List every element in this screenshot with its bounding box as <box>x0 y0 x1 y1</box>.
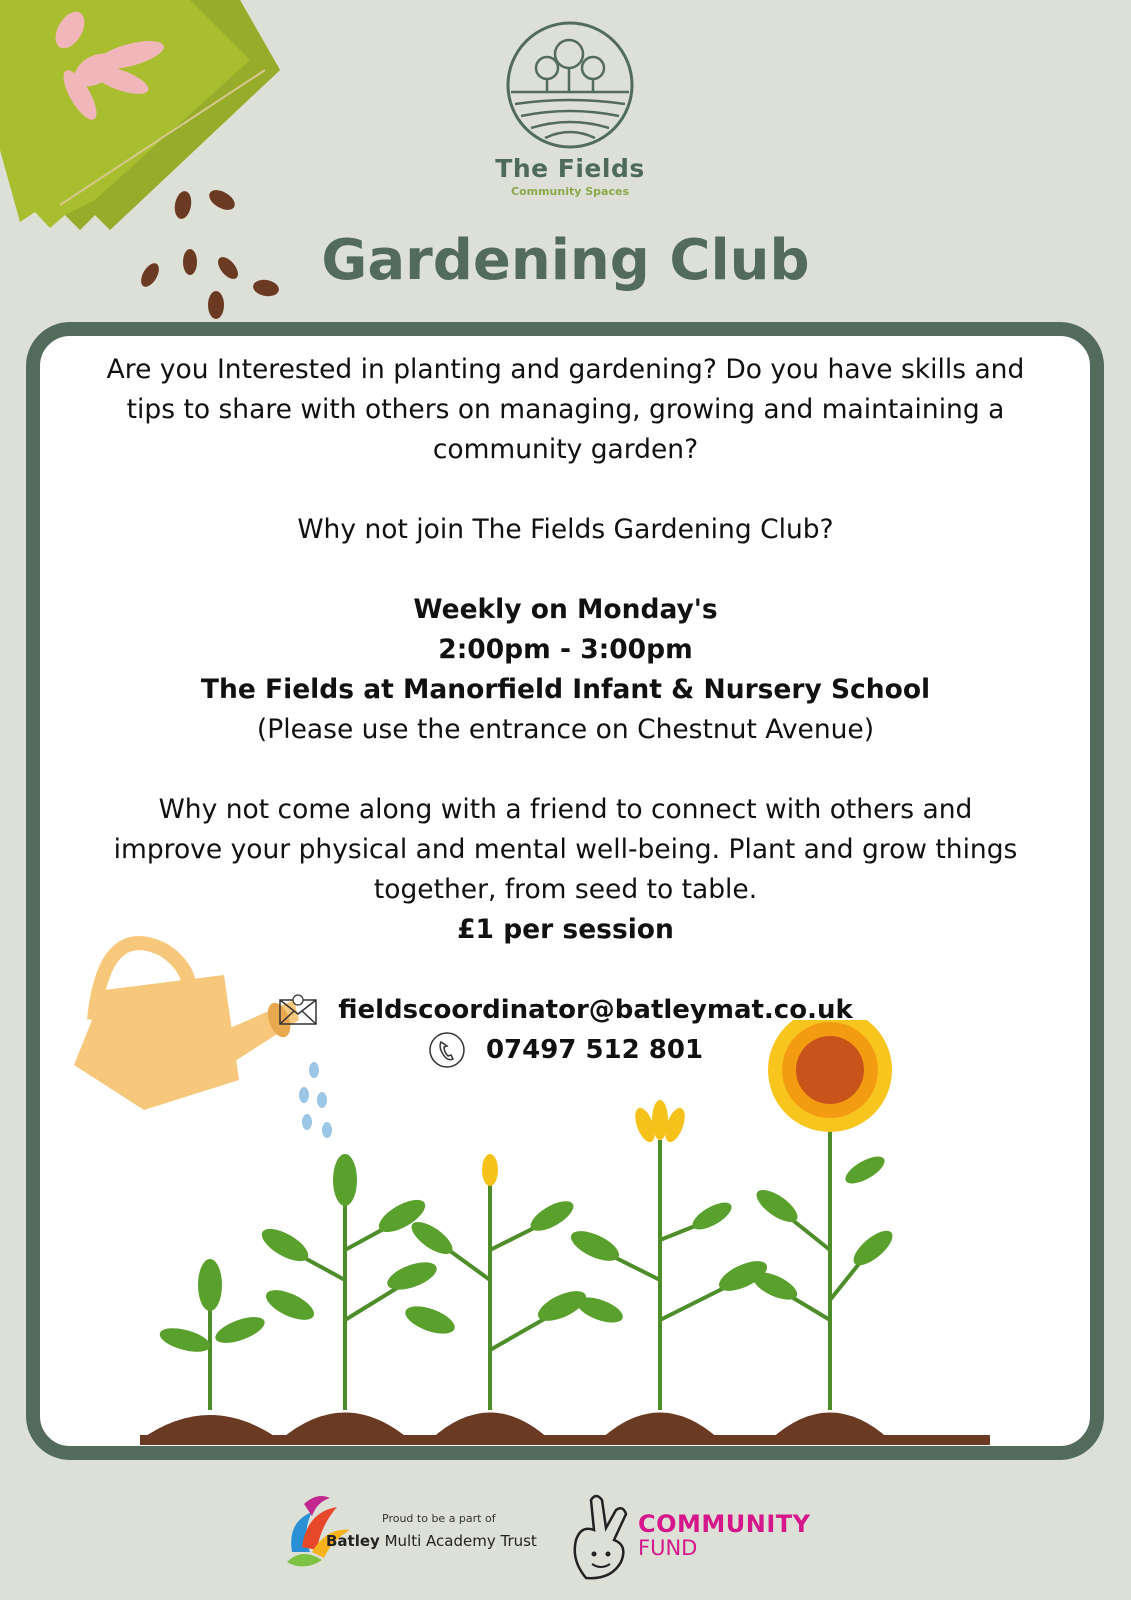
phone-number[interactable]: 07497 512 801 <box>485 1035 704 1065</box>
email-link[interactable]: fieldscoordinator@batleymat.co.uk <box>338 995 853 1025</box>
invite-line: Why not come along with a friend to connect with others and <box>158 794 973 825</box>
envelope-icon <box>278 994 318 1026</box>
plants-illustration <box>140 1020 990 1470</box>
logo-subtitle: Community Spaces <box>511 185 629 198</box>
intro-line: tips to share with others on managing, growing and maintaining a <box>126 394 1005 425</box>
schedule-venue: The Fields at Manorfield Infant & Nursery School <box>200 674 931 705</box>
the-fields-logo <box>480 20 660 198</box>
mat-rest: Multi Academy Trust <box>384 1532 537 1550</box>
logo-name: The Fields <box>495 154 645 183</box>
flyer-body <box>70 350 1061 1070</box>
community-fund-logo <box>566 1490 826 1580</box>
invite-line: together, from seed to table. <box>373 874 758 905</box>
crossed-fingers-icon <box>566 1490 636 1580</box>
community-fund-line1: COMMUNITY <box>638 1510 811 1538</box>
mat-proud-text: Proud to be a part of <box>382 1512 496 1525</box>
footer-logos <box>0 1490 1131 1590</box>
mat-bold: Batley <box>326 1532 380 1550</box>
community-fund-line2: FUND <box>638 1536 698 1560</box>
price: £1 per session <box>457 914 674 945</box>
invite-line: improve your physical and mental well-being. Plant and grow things <box>113 834 1018 865</box>
phone-row <box>70 1030 1061 1070</box>
intro-line: Are you Interested in planting and gardening? Do you have skills and <box>106 354 1025 385</box>
batley-mat-logo <box>288 1498 558 1578</box>
email-row <box>70 990 1061 1030</box>
entrance-note: (Please use the entrance on Chestnut Avenue) <box>256 714 875 745</box>
page-title: Gardening Club <box>321 228 810 293</box>
mat-name <box>326 1532 537 1550</box>
intro-line: community garden? <box>432 434 699 465</box>
schedule-frequency: Weekly on Monday's <box>413 594 718 625</box>
join-question: Why not join The Fields Gardening Club? <box>297 514 834 545</box>
tree-field-logo-icon <box>505 20 635 150</box>
phone-icon <box>428 1031 466 1069</box>
schedule-time: 2:00pm - 3:00pm <box>438 634 693 665</box>
